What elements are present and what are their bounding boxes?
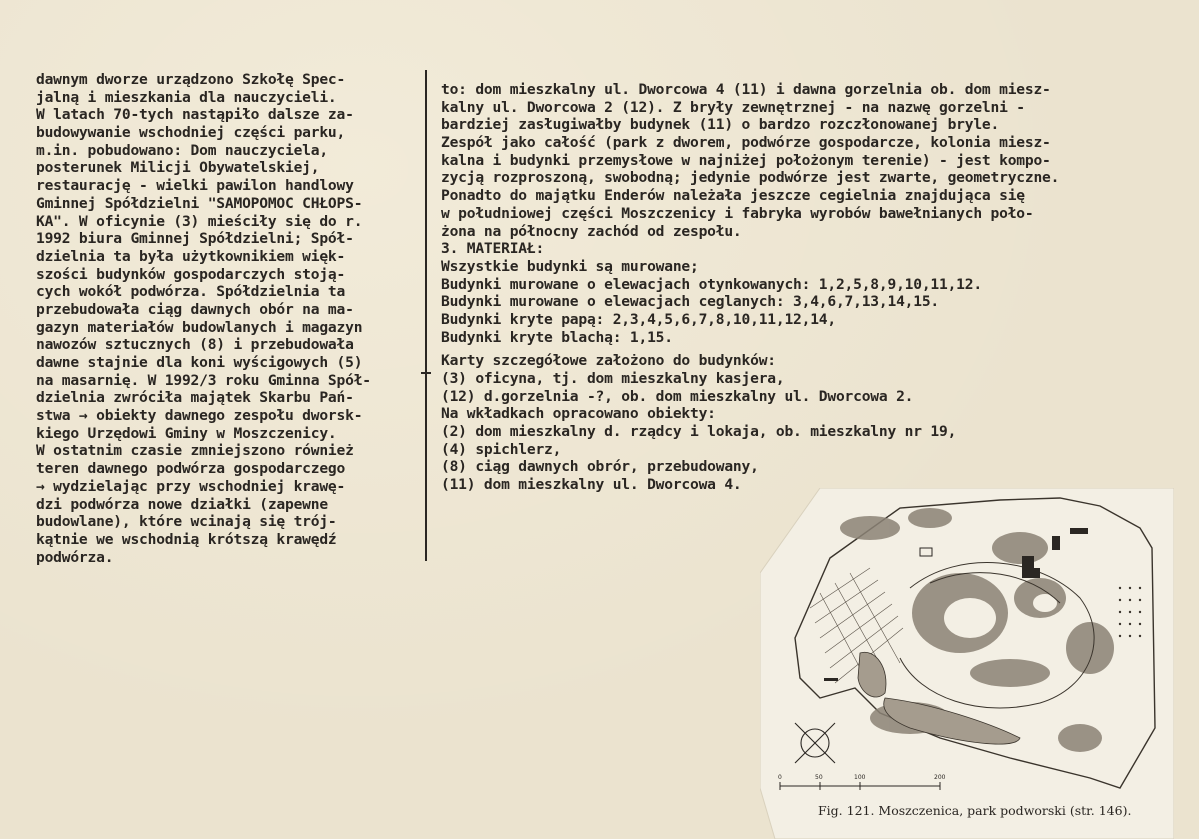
figure-caption: Fig. 121. Moszczenica, park podworski (str. 146). (818, 803, 1132, 818)
left-text-column (36, 71, 422, 566)
right-text-line: (2) dom mieszkalny d. rządcy i lokaja, ob. mieszkalny nr 19, (441, 423, 957, 441)
right-text-line: Budynki murowane o elewacjach ceglanych: 3,4,6,7,13,14,15. (441, 293, 939, 311)
right-text-line: żona na północny zachód od zespołu. (441, 222, 742, 240)
right-text-line: 3. MATERIAŁ: (441, 240, 545, 258)
left-text-line: budowlane), które wcinają się trój- (36, 513, 337, 531)
right-text-line: (12) d.gorzelnia -?, ob. dom mieszkalny ul. Dworcowa 2. (441, 387, 914, 405)
left-text-line: dzielnia ta była użytkownikiem więk- (36, 247, 346, 265)
left-text-line: stwa → obiekty dawnego zespołu dworsk- (36, 407, 363, 425)
park-plan-drawing (760, 488, 1174, 839)
right-text-line: kalny ul. Dworcowa 2 (12). Z bryły zewnętrznej - na nazwę gorzelni - (441, 98, 1025, 116)
left-text-line: budowywanie wschodniej części parku, (36, 124, 346, 142)
right-text-line: kalna i budynki przemysłowe w najniżej położonym terenie) - jest kompo- (441, 151, 1051, 169)
left-text-line: szości budynków gospodarczych stoją- (36, 265, 346, 283)
scale-label-100: 100 (854, 774, 866, 781)
park-plan-figure (760, 488, 1174, 839)
right-text-line: bardziej zasługiwałby budynek (11) o bardzo rozczłonowanej bryle. (441, 116, 1000, 134)
left-text-line: na masarnię. W 1992/3 roku Gminna Spół- (36, 371, 371, 389)
left-text-line: cych wokół podwórza. Spółdzielnia ta (36, 283, 346, 301)
right-text-line: Budynki kryte papą: 2,3,4,5,6,7,8,10,11,12,14, (441, 310, 836, 328)
left-text-line: podwórza. (36, 548, 114, 566)
right-text-line: zycją rozproszoną, swobodną; jedynie podwórze jest zwarte, geometryczne. (441, 169, 1060, 187)
column-divider (425, 70, 427, 561)
left-text-line: m.in. pobudowano: Dom nauczyciela, (36, 141, 328, 159)
left-text-line: gazyn materiałów budowlanych i magazyn (36, 318, 363, 336)
left-text-line: KA". W oficynie (3) mieściły się do r. (36, 212, 363, 230)
left-text-line: jalną i mieszkania dla nauczycieli. (36, 88, 337, 106)
left-text-line: Gminnej Spółdzielni "SAMOPOMOC CHŁOPS- (36, 194, 363, 212)
scale-label-200: 200 (934, 774, 946, 781)
right-text-line: Karty szczegółowe założono do budynków: (441, 352, 776, 370)
left-text-line: teren dawnego podwórza gospodarczego (36, 460, 346, 478)
left-text-line: kiego Urzędowi Gminy w Moszczenicy. (36, 424, 337, 442)
left-text-line: dawne stajnie dla koni wyścigowych (5) (36, 354, 363, 371)
right-text-line: Na wkładkach opracowano obiekty: (441, 405, 716, 423)
divider-tick (421, 372, 431, 374)
right-text-line: Ponadto do majątku Enderów należała jeszcze cegielnia znajdująca się (441, 187, 1025, 205)
scale-label-50: 50 (815, 774, 823, 781)
left-text-line: posterunek Milicji Obywatelskiej, (36, 159, 320, 177)
right-text-line: Wszystkie budynki są murowane; (441, 257, 699, 275)
right-text-line: w południowej części Moszczenicy i fabryka wyrobów bawełnianych poło- (441, 204, 1034, 222)
left-text-line: restaurację - wielki pawilon handlowy (36, 177, 354, 195)
left-text-line: nawozów sztucznych (8) i przebudowała (36, 336, 354, 354)
left-text-line: przebudowała ciąg dawnych obór na ma- (36, 300, 354, 318)
left-text-line: W ostatnim czasie zmniejszono również (36, 442, 354, 460)
scale-label-0: 0 (778, 774, 782, 781)
right-text-line: (8) ciąg dawnych obrór, przebudowany, (441, 458, 759, 476)
left-text-line: kątnie we wschodnią krótszą krawędź (36, 530, 337, 548)
right-text-line: Zespół jako całość (park z dworem, podwórze gospodarcze, kolonia miesz- (441, 134, 1051, 152)
right-text-line: (11) dom mieszkalny ul. Dworcowa 4. (441, 476, 742, 494)
right-text-column (441, 81, 1181, 494)
left-text-line: dzi podwórza nowe działki (zapewne (36, 495, 328, 513)
left-text-line: dawnym dworze urządzono Szkołę Spec- (36, 71, 346, 88)
left-text-line: dzielnia zwróciła majątek Skarbu Pań- (36, 389, 354, 407)
right-text-line: (4) spichlerz, (441, 440, 562, 458)
left-text-line: → wydzielając przy wschodniej krawę- (36, 477, 346, 495)
left-text-line: W latach 70-tych nastąpiło dalsze za- (36, 106, 354, 124)
right-text-line: Budynki kryte blachą: 1,15. (441, 328, 673, 346)
left-text-line: 1992 biura Gminnej Spółdzielni; Spół- (36, 230, 354, 248)
right-text-line: to: dom mieszkalny ul. Dworcowa 4 (11) i dawna gorzelnia ob. dom miesz- (441, 81, 1051, 98)
right-text-line: (3) oficyna, tj. dom mieszkalny kasjera, (441, 370, 785, 387)
right-text-line: Budynki murowane o elewacjach otynkowanych: 1,2,5,8,9,10,11,12. (441, 275, 982, 293)
